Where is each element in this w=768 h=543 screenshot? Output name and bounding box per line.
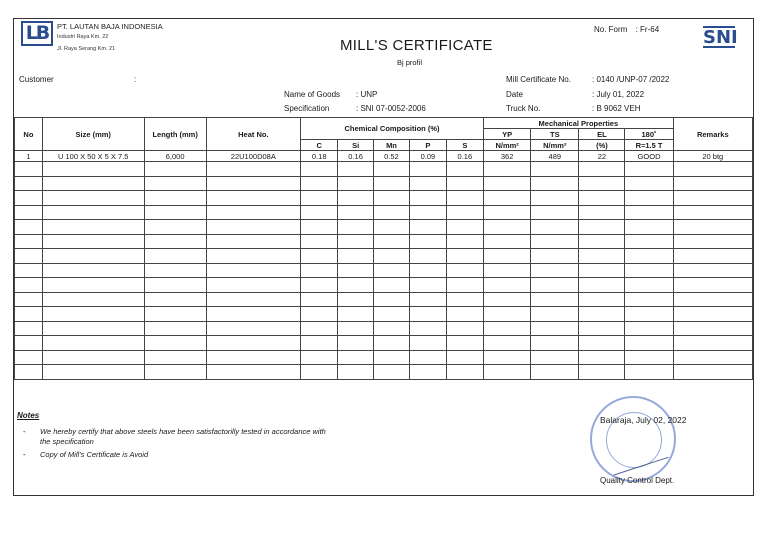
table-cell-empty	[300, 234, 337, 249]
table-cell-empty	[673, 278, 752, 293]
document-title: MILL'S CERTIFICATE	[340, 37, 493, 54]
col-c: C	[300, 140, 337, 151]
table-cell-empty	[338, 350, 373, 365]
customer-label: Customer	[19, 75, 54, 84]
table-cell-empty	[338, 191, 373, 206]
table-cell-empty	[673, 162, 752, 177]
table-cell-empty	[338, 321, 373, 336]
table-cell-empty	[625, 263, 673, 278]
cell-s: 0.16	[446, 151, 483, 162]
table-cell-empty	[300, 220, 337, 235]
table-cell-empty	[531, 191, 579, 206]
cell-el: 22	[579, 151, 625, 162]
table-cell-empty	[42, 220, 144, 235]
unit-el: (%)	[579, 140, 625, 151]
table-cell-empty	[531, 162, 579, 177]
note-bullet: -	[23, 450, 26, 459]
table-cell-empty	[410, 336, 446, 351]
col-si: Si	[338, 140, 373, 151]
table-cell-empty	[144, 263, 206, 278]
table-cell-empty	[531, 205, 579, 220]
spec-value: : SNI 07-0052-2006	[356, 104, 426, 113]
table-cell-empty	[338, 365, 373, 380]
table-cell-empty	[15, 220, 43, 235]
table-cell-empty	[446, 234, 483, 249]
signature-department: Quality Control Dept.	[600, 476, 675, 485]
table-cell-empty	[484, 220, 531, 235]
table-row	[15, 151, 753, 162]
table-cell-empty	[484, 249, 531, 264]
cell-length: 6,000	[144, 151, 206, 162]
form-value: : Fr-64	[635, 25, 660, 34]
table-cell-empty	[484, 321, 531, 336]
table-cell-empty	[373, 234, 409, 249]
table-cell-empty	[144, 249, 206, 264]
table-cell-empty	[625, 162, 673, 177]
table-cell-empty	[206, 365, 300, 380]
table-cell-empty	[42, 292, 144, 307]
table-cell-empty	[206, 321, 300, 336]
unit-bend: R=1.5 T	[625, 140, 673, 151]
table-cell-empty	[338, 336, 373, 351]
table-cell-empty	[484, 292, 531, 307]
col-length: Length (mm)	[144, 118, 206, 151]
table-cell-empty	[625, 249, 673, 264]
table-cell-empty	[15, 191, 43, 206]
table-cell-empty	[446, 321, 483, 336]
table-cell-empty	[446, 162, 483, 177]
table-cell-empty	[579, 307, 625, 322]
table-cell-empty	[673, 365, 752, 380]
table-cell-empty	[15, 365, 43, 380]
table-cell-empty	[410, 350, 446, 365]
table-cell-empty	[673, 205, 752, 220]
table-cell-empty	[673, 336, 752, 351]
table-cell-empty	[144, 220, 206, 235]
table-cell-empty	[673, 292, 752, 307]
table-cell-empty	[373, 350, 409, 365]
table-cell-empty	[373, 176, 409, 191]
table-cell-empty	[531, 365, 579, 380]
table-cell-empty	[446, 278, 483, 293]
table-cell-empty	[206, 263, 300, 278]
table-cell-empty	[300, 350, 337, 365]
table-cell-empty	[579, 249, 625, 264]
table-cell-empty	[373, 191, 409, 206]
unit-ts: N/mm²	[531, 140, 579, 151]
table-cell-empty	[206, 278, 300, 293]
table-cell-empty	[446, 205, 483, 220]
table-cell-empty	[373, 292, 409, 307]
table-cell-empty	[338, 220, 373, 235]
table-cell-empty	[484, 278, 531, 293]
date-label: Date	[506, 90, 523, 99]
form-number	[594, 25, 659, 34]
table-cell-empty	[531, 176, 579, 191]
table-cell-empty	[300, 292, 337, 307]
cell-ts: 489	[531, 151, 579, 162]
table-cell-empty	[673, 249, 752, 264]
table-cell-empty	[446, 249, 483, 264]
table-cell-empty	[579, 278, 625, 293]
col-mechanical: Mechanical Properties	[484, 118, 674, 129]
table-cell-empty	[373, 162, 409, 177]
table-cell-empty	[410, 307, 446, 322]
notes-title: Notes	[17, 411, 40, 420]
table-cell-empty	[206, 191, 300, 206]
table-cell-empty	[144, 350, 206, 365]
certificate-table	[14, 117, 753, 380]
table-cell-empty	[673, 234, 752, 249]
col-remarks: Remarks	[673, 118, 752, 151]
table-cell-empty	[579, 234, 625, 249]
customer-value: :	[134, 75, 137, 84]
table-cell-empty	[15, 307, 43, 322]
table-cell-empty	[15, 205, 43, 220]
table-cell-empty	[206, 220, 300, 235]
table-cell-empty	[338, 292, 373, 307]
table-cell-empty	[373, 278, 409, 293]
table-cell-empty	[579, 365, 625, 380]
table-cell-empty	[410, 278, 446, 293]
table-cell-empty	[484, 191, 531, 206]
table-row-empty	[15, 205, 753, 220]
table-cell-empty	[338, 249, 373, 264]
table-cell-empty	[625, 176, 673, 191]
table-cell-empty	[206, 336, 300, 351]
table-row-empty	[15, 162, 753, 177]
table-row-empty	[15, 365, 753, 380]
cell-mn: 0.52	[373, 151, 409, 162]
table-cell-empty	[144, 336, 206, 351]
table-cell-empty	[15, 336, 43, 351]
table-header-row-1	[15, 118, 753, 129]
table-cell-empty	[300, 249, 337, 264]
table-cell-empty	[625, 292, 673, 307]
table-cell-empty	[42, 307, 144, 322]
goods-label: Name of Goods	[284, 90, 341, 99]
table-cell-empty	[373, 321, 409, 336]
table-cell-empty	[42, 176, 144, 191]
table-cell-empty	[579, 321, 625, 336]
table-cell-empty	[42, 278, 144, 293]
document-subtitle: Bj profil	[397, 58, 423, 67]
table-cell-empty	[484, 336, 531, 351]
col-s: S	[446, 140, 483, 151]
table-cell-empty	[338, 278, 373, 293]
table-cell-empty	[625, 321, 673, 336]
table-cell-empty	[15, 176, 43, 191]
cell-bend: GOOD	[625, 151, 673, 162]
table-cell-empty	[625, 278, 673, 293]
signature-place-date: Balaraja, July 02, 2022	[600, 415, 687, 425]
table-row-empty	[15, 263, 753, 278]
table-cell-empty	[144, 321, 206, 336]
sni-logo: SNI	[703, 27, 738, 48]
table-cell-empty	[484, 162, 531, 177]
table-cell-empty	[42, 249, 144, 264]
company-address-2: Jl. Raya Serang Km. 21	[57, 46, 116, 52]
table-cell-empty	[579, 176, 625, 191]
table-cell-empty	[338, 307, 373, 322]
table-cell-empty	[531, 336, 579, 351]
table-cell-empty	[42, 162, 144, 177]
table-cell-empty	[484, 176, 531, 191]
table-cell-empty	[579, 220, 625, 235]
table-row-empty	[15, 307, 753, 322]
table-cell-empty	[410, 205, 446, 220]
table-cell-empty	[338, 234, 373, 249]
table-cell-empty	[300, 336, 337, 351]
table-cell-empty	[15, 350, 43, 365]
truck-label: Truck No.	[506, 104, 541, 113]
table-cell-empty	[373, 365, 409, 380]
table-cell-empty	[579, 350, 625, 365]
table-cell-empty	[579, 292, 625, 307]
table-cell-empty	[410, 220, 446, 235]
table-cell-empty	[206, 176, 300, 191]
table-cell-empty	[15, 263, 43, 278]
table-cell-empty	[531, 234, 579, 249]
table-cell-empty	[373, 336, 409, 351]
table-cell-empty	[410, 191, 446, 206]
table-cell-empty	[42, 321, 144, 336]
table-cell-empty	[484, 234, 531, 249]
table-cell-empty	[410, 249, 446, 264]
table-cell-empty	[625, 220, 673, 235]
empty-rows	[15, 162, 753, 380]
company-address-1: Industri Raya Km. 22	[57, 34, 109, 40]
cell-remarks: 20 btg	[673, 151, 752, 162]
table-cell-empty	[300, 191, 337, 206]
table-row-empty	[15, 278, 753, 293]
table-cell-empty	[446, 191, 483, 206]
table-cell-empty	[673, 321, 752, 336]
table-cell-empty	[446, 220, 483, 235]
col-mn: Mn	[373, 140, 409, 151]
table-row-empty	[15, 191, 753, 206]
mill-no-label: Mill Certificate No.	[506, 75, 571, 84]
table-cell-empty	[484, 205, 531, 220]
table-cell-empty	[446, 350, 483, 365]
table-cell-empty	[625, 336, 673, 351]
table-cell-empty	[206, 162, 300, 177]
cell-yp: 362	[484, 151, 531, 162]
table-row-empty	[15, 176, 753, 191]
table-cell-empty	[673, 350, 752, 365]
unit-yp: N/mm²	[484, 140, 531, 151]
table-cell-empty	[144, 365, 206, 380]
table-cell-empty	[42, 336, 144, 351]
table-cell-empty	[410, 162, 446, 177]
table-cell-empty	[446, 365, 483, 380]
table-cell-empty	[338, 162, 373, 177]
table-cell-empty	[300, 176, 337, 191]
col-ts: TS	[531, 129, 579, 140]
col-bend: 180˚	[625, 129, 673, 140]
cell-heat: 22U100D08A	[206, 151, 300, 162]
col-p: P	[410, 140, 446, 151]
table-cell-empty	[42, 191, 144, 206]
table-row-empty	[15, 220, 753, 235]
table-cell-empty	[300, 205, 337, 220]
cell-no: 1	[15, 151, 43, 162]
table-row-empty	[15, 234, 753, 249]
table-cell-empty	[42, 263, 144, 278]
note-line-1b: the specification	[40, 437, 94, 446]
table-cell-empty	[531, 278, 579, 293]
col-chemical: Chemical Composition (%)	[300, 118, 483, 140]
company-name: PT. LAUTAN BAJA INDONESIA	[57, 22, 163, 31]
table-cell-empty	[484, 263, 531, 278]
table-cell-empty	[144, 191, 206, 206]
table-cell-empty	[673, 176, 752, 191]
col-yp: YP	[484, 129, 531, 140]
table-cell-empty	[673, 307, 752, 322]
table-cell-empty	[15, 234, 43, 249]
table-row-empty	[15, 321, 753, 336]
table-cell-empty	[373, 220, 409, 235]
table-cell-empty	[446, 292, 483, 307]
table-cell-empty	[144, 278, 206, 293]
col-heat: Heat No.	[206, 118, 300, 151]
table-row-empty	[15, 350, 753, 365]
cell-p: 0.09	[410, 151, 446, 162]
table-cell-empty	[206, 234, 300, 249]
table-cell-empty	[410, 176, 446, 191]
table-cell-empty	[206, 249, 300, 264]
table-cell-empty	[15, 292, 43, 307]
table-cell-empty	[300, 365, 337, 380]
table-cell-empty	[531, 292, 579, 307]
cell-size: U 100 X 50 X 5 X 7.5	[42, 151, 144, 162]
table-row-empty	[15, 336, 753, 351]
table-cell-empty	[531, 321, 579, 336]
table-cell-empty	[625, 234, 673, 249]
table-cell-empty	[206, 307, 300, 322]
table-cell-empty	[144, 292, 206, 307]
note-line-2: Copy of Mill's Certificate is Avoid	[40, 450, 149, 459]
table-cell-empty	[625, 191, 673, 206]
table-cell-empty	[373, 263, 409, 278]
table-cell-empty	[144, 176, 206, 191]
table-cell-empty	[446, 336, 483, 351]
table-cell-empty	[531, 249, 579, 264]
table-cell-empty	[15, 278, 43, 293]
table-cell-empty	[300, 263, 337, 278]
table-cell-empty	[206, 350, 300, 365]
table-cell-empty	[410, 263, 446, 278]
table-cell-empty	[338, 205, 373, 220]
table-cell-empty	[300, 162, 337, 177]
table-cell-empty	[144, 162, 206, 177]
table-cell-empty	[531, 263, 579, 278]
table-cell-empty	[42, 365, 144, 380]
spec-label: Specification	[284, 104, 330, 113]
table-cell-empty	[42, 350, 144, 365]
table-cell-empty	[625, 205, 673, 220]
table-cell-empty	[673, 191, 752, 206]
form-label: No. Form	[594, 25, 628, 34]
table-cell-empty	[15, 321, 43, 336]
table-cell-empty	[625, 307, 673, 322]
table-cell-empty	[579, 263, 625, 278]
table-cell-empty	[446, 307, 483, 322]
table-cell-empty	[579, 205, 625, 220]
cell-c: 0.18	[300, 151, 337, 162]
table-cell-empty	[673, 263, 752, 278]
col-el: EL	[579, 129, 625, 140]
table-cell-empty	[144, 234, 206, 249]
table-cell-empty	[673, 220, 752, 235]
table-cell-empty	[410, 365, 446, 380]
table-cell-empty	[144, 307, 206, 322]
table-cell-empty	[300, 307, 337, 322]
mill-no-value: : 0140 /UNP-07 /2022	[592, 75, 670, 84]
table-row-empty	[15, 292, 753, 307]
cell-si: 0.16	[338, 151, 373, 162]
table-cell-empty	[531, 350, 579, 365]
table-cell-empty	[373, 249, 409, 264]
col-size: Size (mm)	[42, 118, 144, 151]
table-cell-empty	[625, 350, 673, 365]
truck-value: : B 9062 VEH	[592, 104, 641, 113]
table-cell-empty	[579, 191, 625, 206]
table-cell-empty	[144, 205, 206, 220]
table-cell-empty	[446, 263, 483, 278]
goods-value: : UNP	[356, 90, 378, 99]
table-cell-empty	[531, 307, 579, 322]
table-cell-empty	[42, 234, 144, 249]
table-cell-empty	[206, 292, 300, 307]
date-value: : July 01, 2022	[592, 90, 645, 99]
note-line-1: We hereby certify that above steels have been satisfactorilly tested in accordance with	[40, 427, 326, 436]
table-cell-empty	[484, 365, 531, 380]
table-cell-empty	[531, 220, 579, 235]
table-cell-empty	[300, 278, 337, 293]
table-cell-empty	[484, 350, 531, 365]
table-cell-empty	[338, 176, 373, 191]
col-no: No	[15, 118, 43, 151]
company-logo: LB	[21, 21, 53, 46]
table-cell-empty	[579, 162, 625, 177]
note-bullet: -	[23, 427, 26, 436]
table-cell-empty	[410, 234, 446, 249]
table-cell-empty	[15, 162, 43, 177]
table-cell-empty	[484, 307, 531, 322]
table-cell-empty	[42, 205, 144, 220]
table-cell-empty	[338, 263, 373, 278]
table-cell-empty	[410, 321, 446, 336]
table-cell-empty	[373, 307, 409, 322]
table-cell-empty	[206, 205, 300, 220]
table-cell-empty	[579, 336, 625, 351]
table-cell-empty	[446, 176, 483, 191]
table-cell-empty	[373, 205, 409, 220]
table-cell-empty	[625, 365, 673, 380]
table-cell-empty	[410, 292, 446, 307]
table-cell-empty	[15, 249, 43, 264]
table-row-empty	[15, 249, 753, 264]
table-cell-empty	[300, 321, 337, 336]
